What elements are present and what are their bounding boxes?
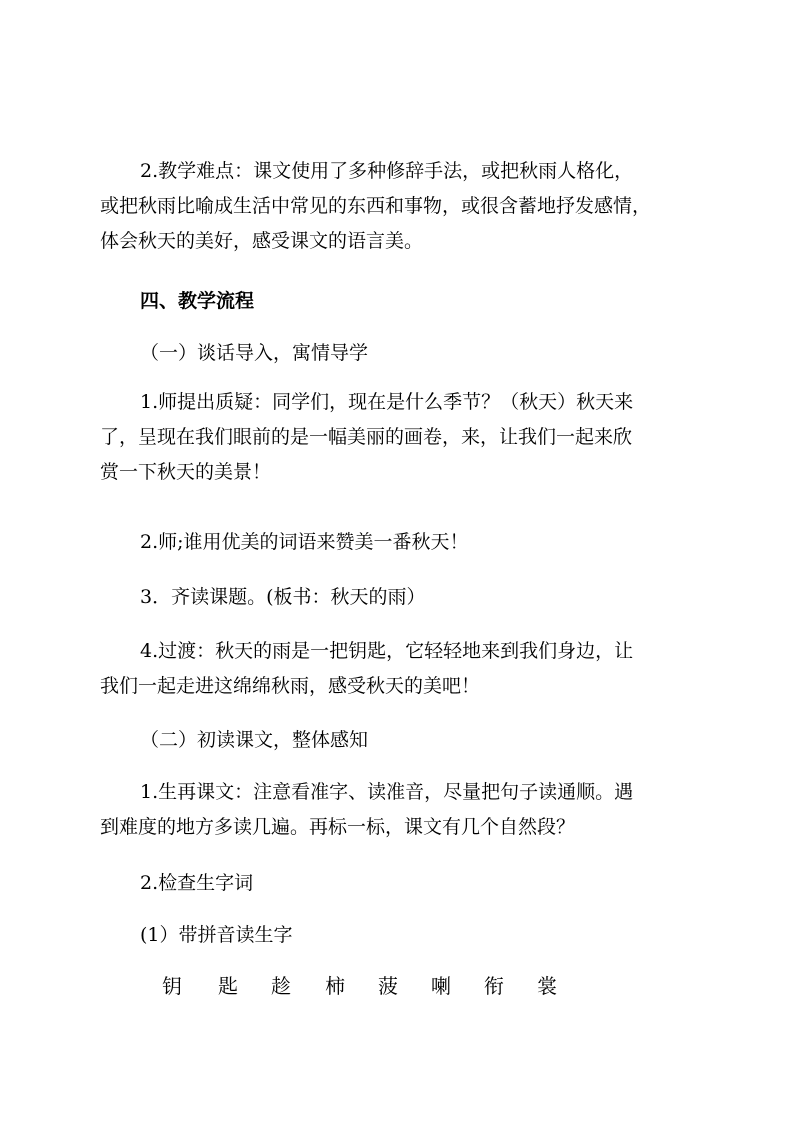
step-5-paragraph [100, 775, 700, 845]
step-2-paragraph: 2.师;谁用优美的词语来赞美一番秋天！ [140, 531, 469, 553]
paragraph-line: 2.教学难点：课文使用了多种修辞手法，或把秋雨人格化， [140, 160, 634, 182]
subsection-heading-2: （二）初读课文，整体感知 [140, 729, 369, 751]
step-4-paragraph [100, 634, 700, 704]
paragraph-line: 了，呈现在我们眼前的是一幅美丽的画卷，来，让我们一起来欣 [100, 426, 633, 448]
character: 菠 [378, 974, 398, 998]
paragraph-line: 4.过渡：秋天的雨是一把钥匙，它轻轻地来到我们身边，让 [140, 640, 634, 662]
step-1-paragraph [100, 385, 700, 490]
paragraph-line: 我们一起走进这绵绵秋雨，感受秋天的美吧！ [100, 675, 481, 697]
character: 喇 [431, 974, 451, 998]
paragraph-line: 体会秋天的美好，感受课文的语言美。 [100, 230, 424, 252]
character: 柿 [325, 974, 345, 998]
paragraph-line: 赏一下秋天的美景！ [100, 461, 272, 483]
step-7-paragraph: (1）带拼音读生字 [140, 924, 293, 946]
character: 匙 [218, 974, 238, 998]
paragraph-line: 或把秋雨比喻成生活中常见的东西和事物，或很含蓄地抒发感情， [100, 195, 652, 217]
character: 钥 [162, 974, 182, 998]
step-6-paragraph: 2.检查生字词 [140, 872, 254, 894]
step-3-paragraph: 3．齐读课题。(板书：秋天的雨） [140, 586, 426, 608]
paragraph-line: 到难度的地方多读几遍。再标一标，课文有几个自然段？ [100, 816, 576, 838]
paragraph-line: 1.师提出质疑：同学们，现在是什么季节？（秋天）秋天来 [140, 391, 634, 413]
new-characters-row [100, 970, 700, 1002]
character: 趁 [271, 974, 291, 998]
character: 裳 [537, 974, 557, 998]
teaching-difficulty-paragraph [100, 154, 700, 259]
section-heading: 四、教学流程 [140, 290, 255, 312]
subsection-heading-1: （一）谈话导入，寓情导学 [140, 342, 369, 364]
character: 衔 [484, 974, 504, 998]
paragraph-line: 1.生再课文：注意看准字、读准音，尽量把句子读通顺。遇 [140, 781, 634, 803]
